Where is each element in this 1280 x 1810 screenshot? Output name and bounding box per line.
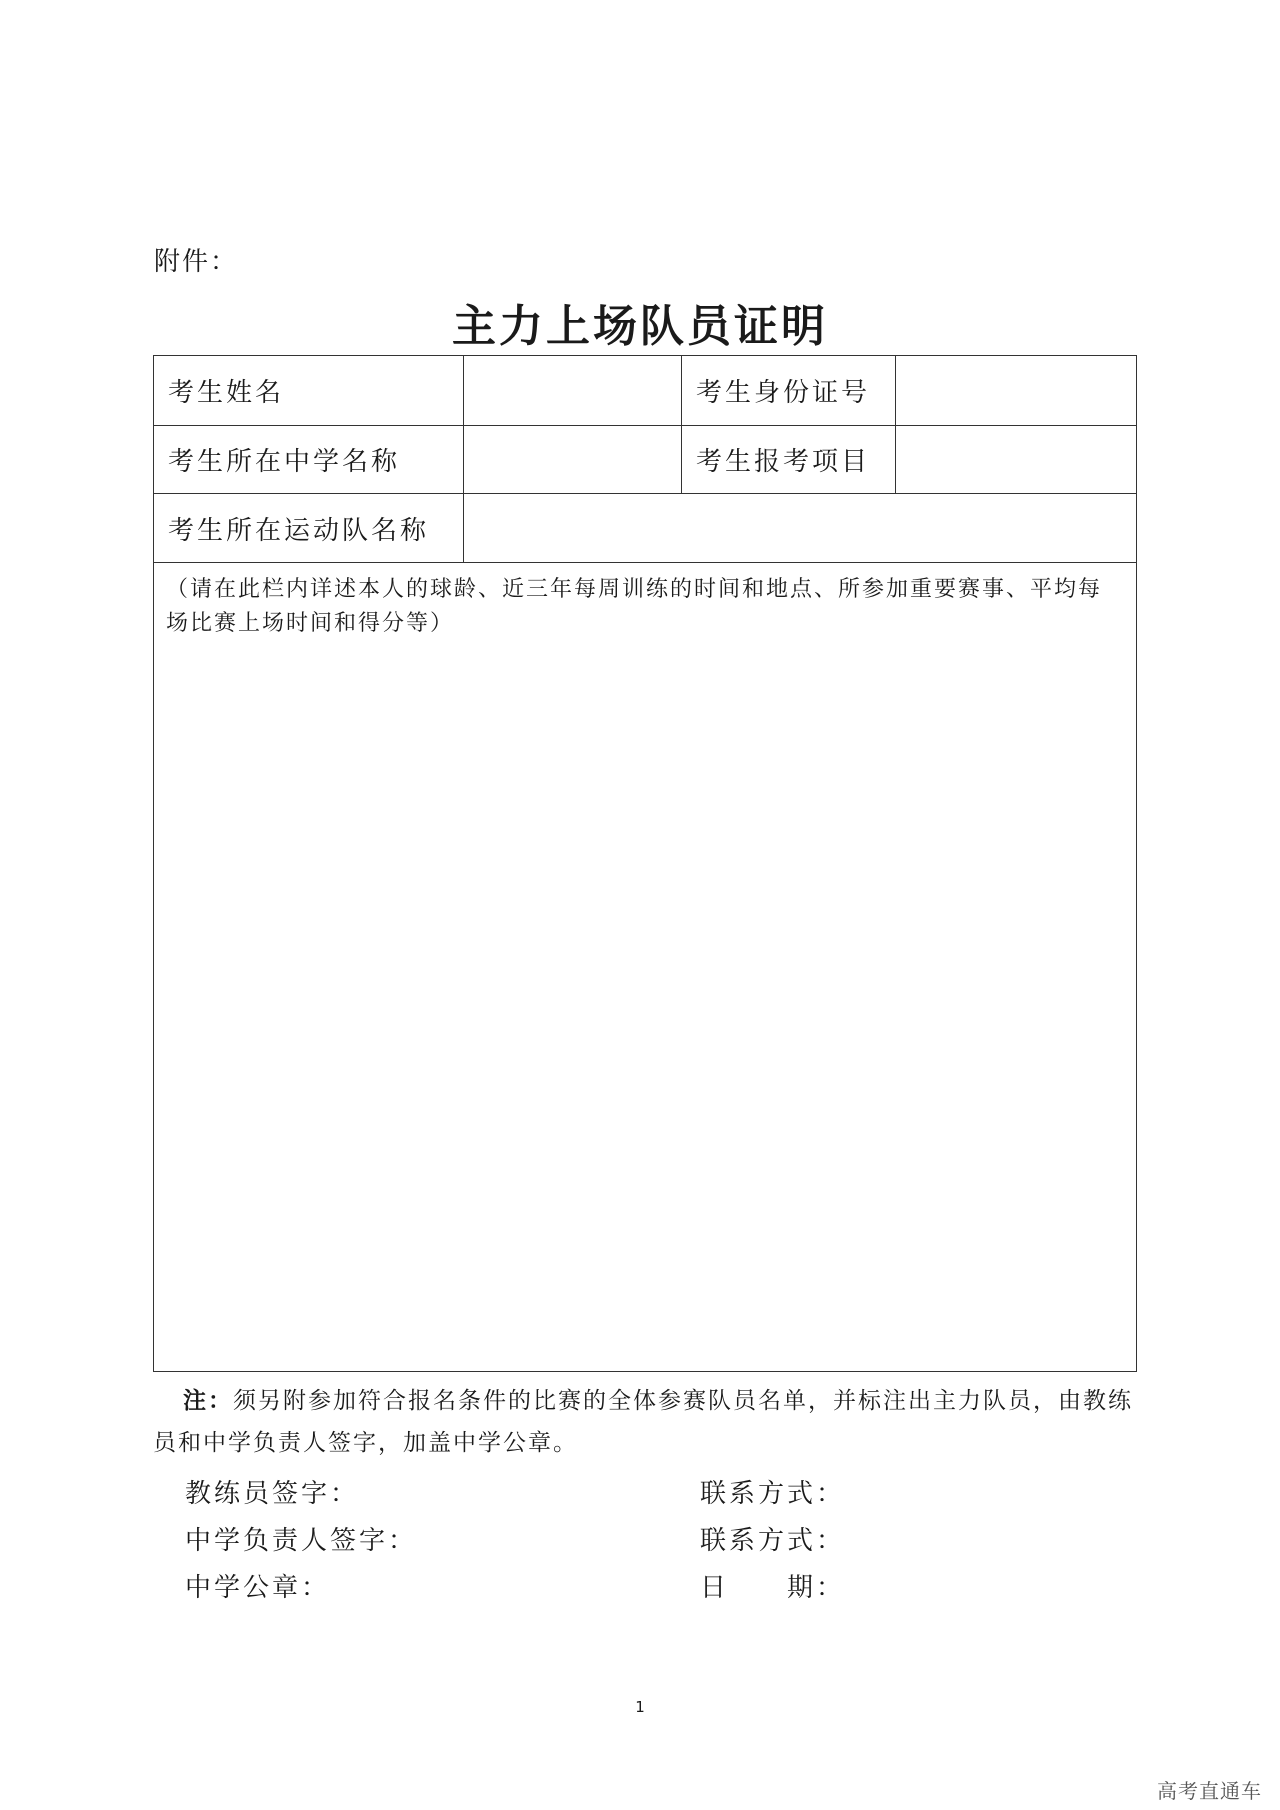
page-number: 1 <box>635 1698 645 1716</box>
id-number-field[interactable] <box>896 356 1136 425</box>
watermark: 高考直通车 <box>1157 1779 1262 1803</box>
school-label: 考生所在中学名称 <box>154 426 464 493</box>
team-field[interactable] <box>464 494 1136 562</box>
id-number-label: 考生身份证号 <box>682 356 896 425</box>
note-label: 注： <box>183 1388 233 1414</box>
coach-signature-label: 教练员签字： <box>185 1479 360 1509</box>
principal-signature-label: 中学负责人签字： <box>185 1526 418 1556</box>
event-label: 考生报考项目 <box>682 426 896 493</box>
note <box>153 1380 1137 1464</box>
details-instruction: （请在此栏内详述本人的球龄、近三年每周训练的时间和地点、所参加重要赛事、平均每场比赛上场时间和得分等） <box>166 577 1103 636</box>
attachment-label: 附件： <box>154 247 239 277</box>
certificate-form <box>153 355 1137 1372</box>
note-text: 须另附参加符合报名条件的比赛的全体参赛队员名单，并标注出主力队员，由教练员和中学负责人签字，加盖中学公章。 <box>153 1388 1133 1456</box>
date-label: 日 期： <box>700 1573 846 1603</box>
details-area[interactable] <box>154 563 1136 1370</box>
form-row-school <box>154 426 1136 494</box>
event-field[interactable] <box>896 426 1136 493</box>
coach-contact-label: 联系方式： <box>700 1479 846 1509</box>
school-field[interactable] <box>464 426 682 493</box>
school-seal-label: 中学公章： <box>185 1573 331 1603</box>
form-row-name <box>154 356 1136 426</box>
page-title: 主力上场队员证明 <box>452 301 828 352</box>
team-label: 考生所在运动队名称 <box>154 494 464 562</box>
name-label: 考生姓名 <box>154 356 464 425</box>
name-field[interactable] <box>464 356 682 425</box>
form-row-team <box>154 494 1136 563</box>
principal-contact-label: 联系方式： <box>700 1526 846 1556</box>
